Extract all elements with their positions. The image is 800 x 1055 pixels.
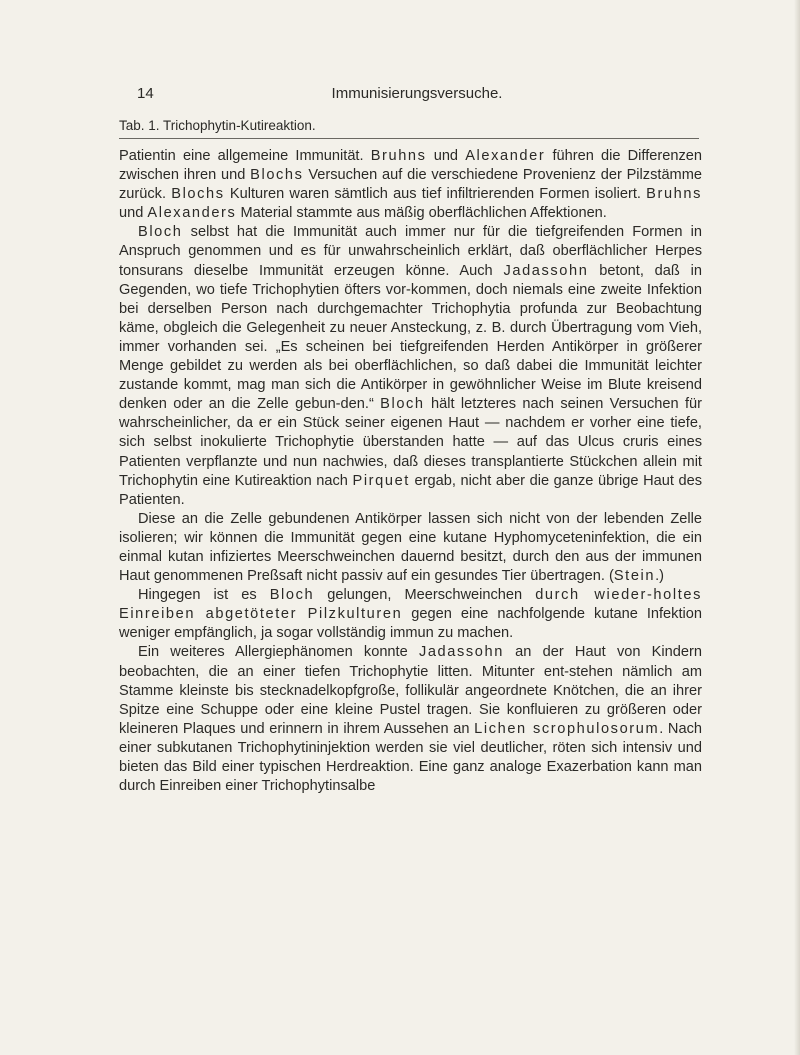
text-run: hält letzteres nach seinen Versuchen für wahrscheinlicher, da er ein Stück seiner eigenen Haut — nachdem er vorher eine tiefe, sich selbst inokulierte Trichophytie überstanden hatte — auf das Ulcus cruris eines Patienten verpflanzte und nun nachwies, daß dieses transplantierte Stückchen allein mit Trichophytin eine Kutireaktion nach xyxy=(119,396,702,489)
text-run: führen die Differenzen zwischen ihren und xyxy=(119,148,702,184)
text-run: und xyxy=(119,205,148,222)
spaced-name: Jadassohn xyxy=(503,262,589,279)
text-run: Patientin eine allgemeine Immunität. xyxy=(119,148,371,164)
spaced-name: Bruhns xyxy=(370,148,427,164)
spaced-name: Bruhns xyxy=(646,186,703,203)
text-run: an der Haut von Kindern beobachten, die an einer tiefen Trichophytie litten. Mitunter ent-stehen nämlich am Stamme kleinste bis stecknadelkopfgroße, follikulär angeordnete Knötchen, die an ihrer Spitze eine Schuppe oder eine kleine Pustel tragen. Sie konfluieren zu größeren oder kleineren Plaques und erinnern in ihrem Aussehen an xyxy=(119,644,702,737)
body-text xyxy=(119,147,702,796)
spaced-name: Blochs xyxy=(171,186,225,203)
caption-rule xyxy=(119,138,699,139)
spaced-name: Alexanders xyxy=(147,205,237,222)
spaced-name: Bloch xyxy=(138,224,183,241)
spaced-name: Jadassohn xyxy=(418,644,504,661)
text-run: betont, daß in Gegenden, wo tiefe Trichophytien öfters vor-kommen, doch niemals eine zweite Infektion bei derselben Person nach durchgemachter Trichophytia profunda zur Beobachtung käme, obgleich die Gelegenheit zu neuer Ansteckung, z. B. durch Übertragung vom Vieh, immer vorhanden sei. „Es scheinen bei tiefgreifenden Herden Antikörper in größerer Menge gebildet zu werden als bei oberflächlichen, so daß dabei die Immunität leichter zustande kommt, mag man sich die Antikörper in gewöhnlicher Weise im Blute kreisend denken oder an die Zelle gebun-den.“ xyxy=(119,262,702,413)
spaced-name: Lichen scrophulosorum xyxy=(474,720,660,737)
text-run: Kulturen waren sämtlich aus tief infiltrierenden Formen isoliert. xyxy=(224,186,647,203)
spaced-name: durch wieder-holtes Einreiben abgetöteter Pilzkulturen xyxy=(119,587,702,623)
page-edge-shadow xyxy=(794,0,800,1055)
spaced-name: Bloch xyxy=(269,587,315,604)
text-run: gelungen, Meerschweinchen xyxy=(314,587,536,604)
text-run: Material stammte aus mäßig oberflächlichen Affektionen. xyxy=(236,205,607,222)
text-run: ergab, nicht aber die ganze übrige Haut des Patienten. xyxy=(119,472,702,508)
text-run: . Nach einer subkutanen Trichophytininjektion werden sie viel deutlicher, röten sich intensiv und bieten das Bild einer typischen Herdreaktion. Eine ganz analoge Exazerbation kann man durch Einreiben einer Trichophytinsalbe xyxy=(119,720,702,795)
paragraph xyxy=(119,586,702,643)
text-run: Hingegen ist es xyxy=(138,587,270,604)
text-run: und xyxy=(426,148,466,164)
text-run: Diese an die Zelle gebundenen Antikörper lassen sich nicht von der lebenden Zelle isolieren; wir können die Immunität gegen eine kutane Hyphomyceteninfektion, die ein einmal kutan infiziertes Meerschweinchen dauernd besitzt, durch den aus der immunen Haut genommenen Preßsaft nicht passiv auf ein gesundes Tier übertragen. ( xyxy=(119,510,702,585)
text-run: Versuchen auf die verschiedene Provenienz der Pilzstämme zurück. xyxy=(119,167,702,203)
page-number: 14 xyxy=(137,85,154,102)
running-head: Immunisierungsversuche. xyxy=(331,85,503,102)
paragraph xyxy=(119,643,702,796)
text-run: Ein weiteres Allergiephänomen konnte xyxy=(138,644,419,661)
paragraph xyxy=(119,510,702,586)
spaced-name: Blochs xyxy=(250,167,304,184)
text-run: gegen eine nachfolgende kutane Infektion weniger empfänglich, ja sogar vollständig immun zu machen. xyxy=(119,606,702,642)
spaced-name: Pirquet xyxy=(352,472,410,489)
spaced-name: Stein xyxy=(613,568,656,585)
table-caption: Tab. 1. Trichophytin-Kutireaktion. xyxy=(119,118,316,133)
text-run: .) xyxy=(655,568,665,585)
paragraph xyxy=(119,223,702,509)
page-header xyxy=(137,82,697,106)
text-run: selbst hat die Immunität auch immer nur für die tiefgreifenden Formen in Anspruch genommen und es für unwahrscheinlich erklärt, daß oberflächlicher Herpes tonsurans dieselbe Immunität erzeugen könne. Auch xyxy=(119,224,702,279)
spaced-name: Bloch xyxy=(380,396,425,413)
paragraph xyxy=(119,147,702,223)
spaced-name: Alexander xyxy=(465,148,546,164)
